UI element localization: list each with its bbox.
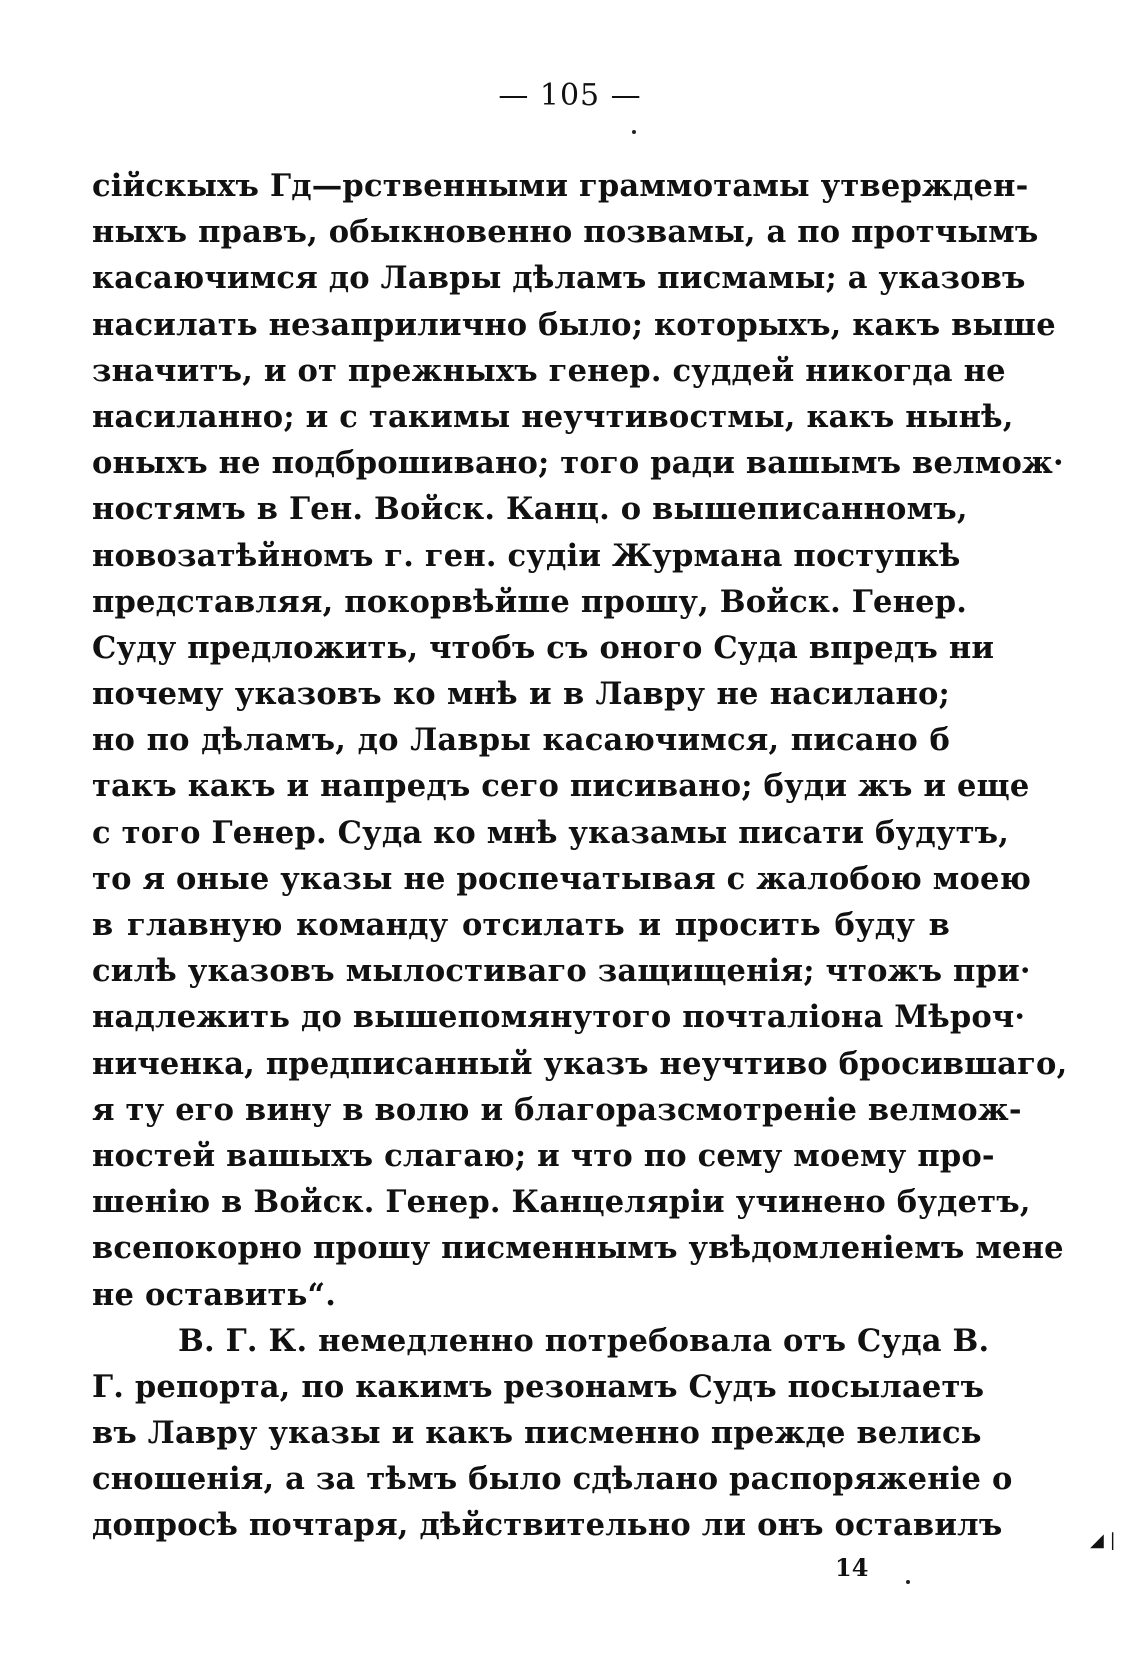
text-line: шенію в Войск. Генер. Канцеляріи учинено будетъ, [92,1184,1031,1221]
text-line: почему указовъ ко мнѣ и в Лавру не насилано; [92,676,950,713]
text-line: с того Генер. Суда ко мнѣ указамы писати будутъ, [92,814,1010,851]
text-line: силѣ указовъ мылостиваго защищенія; чтожъ при· [92,953,1031,990]
text-line: насиланно; и с такимы неучтивостмы, какъ нынѣ, [92,398,1014,435]
text-line: сношенія, а за тѣмъ было сдѣлано распоряженіе о [92,1461,1013,1498]
text-line: я ту его вину в волю и благоразсмотреніе велмож- [92,1091,1022,1128]
text-line: надлежить до вышепомянутого почталіона Мѣроч· [92,999,1026,1036]
text-line: ныхъ правъ, обыкновенно позвамы, а по протчымъ [92,214,1039,251]
print-speck [906,1580,910,1584]
text-line: не оставить“. [92,1276,337,1313]
text-line: допросѣ почтаря, дѣйствительно ли онъ оставилъ [92,1507,1003,1544]
text-line: значитъ, и от прежныхъ генер. суддей никогда не [92,352,1006,389]
margin-mark: ◢ | [1090,1530,1116,1551]
text-line: оныхъ не подброшивано; того ради вашымъ велмож· [92,445,1064,482]
text-line: ниченка, предписанный указъ неучтиво бросившаго, [92,1045,1068,1082]
print-speck [632,130,636,134]
text-line: насилать незаприлично было; которыхъ, какъ выше [92,306,1056,343]
text-line: но по дѣламъ, до Лавры касаючимся, писано б [92,722,950,759]
signature-mark: 14 [835,1553,869,1582]
text-line: новозатѣйномъ г. ген. судіи Журмана поступкѣ [92,537,961,574]
text-line: Суду предложить, чтобъ съ оного Суда впредъ ни [92,629,995,666]
text-line: то я оные указы не роспечатывая с жалобою моею [92,860,1032,897]
body-text [92,163,1068,1549]
text-line: представляя, покорвѣйше прошу, Войск. Генер. [92,583,968,620]
text-line: всепокорно прошу писменнымъ увѣдомленіемъ мене [92,1230,1064,1267]
text-line: въ Лавру указы и какъ писменно прежде велись [92,1415,982,1452]
text-line: такъ какъ и напредъ сего писивано; буди жъ и еще [92,768,1030,805]
text-line: ностямъ в Ген. Войск. Канц. о вышеписанномъ, [92,491,968,528]
text-line: в главную команду отсилать и просить буду в [92,907,950,943]
text-line: касаючимся до Лавры дѣламъ писмамы; а указовъ [92,260,1026,297]
text-line: Г. репорта, по какимъ резонамъ Судъ посылаетъ [92,1368,985,1405]
text-line: сійскыхъ Гд—рственными граммотамы утвержден- [92,168,1029,204]
text-line: В. Г. К. немедленно потребовала отъ Суда В. [178,1322,990,1359]
page-number: — 105 — [498,78,642,113]
text-line: ностей вашыхъ слагаю; и что по сему моему про- [92,1137,995,1174]
